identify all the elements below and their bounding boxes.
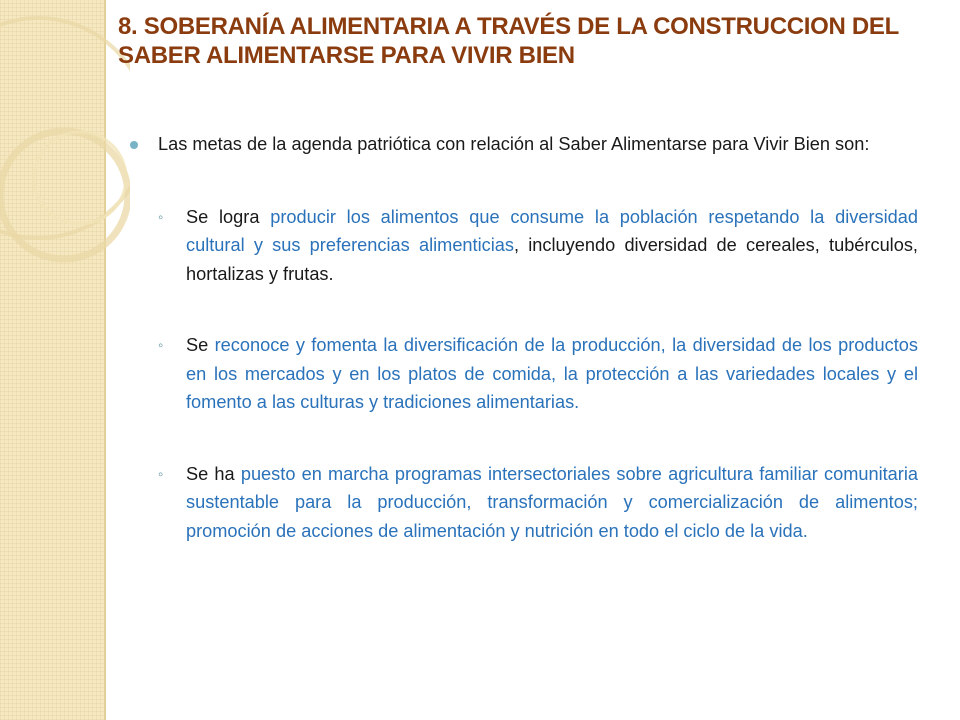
slide-content: [128, 130, 918, 545]
sub-bullet-icon: ◦: [158, 208, 164, 226]
decorative-circles: [0, 0, 130, 720]
slide-title: 8. SOBERANÍA ALIMENTARIA A TRAVÉS DE LA CONSTRUCCION DEL SABER ALIMENTARSE PARA VIVIR BIEN: [118, 13, 899, 69]
sub-bullet-1-tail: , incluyendo diversidad de cereales, tubérculos, hortalizas y frutas.: [186, 235, 918, 284]
sub-bullet-icon: ◦: [158, 337, 164, 354]
sub-bullet-2-highlight: reconoce y fomenta la diversificación de la producción, la diversidad de los productos en los mercados y en los platos de comida, la protección a las variedades locales y el fomento a las culturas y tradiciones alimentarias.: [186, 335, 918, 412]
bullet-icon: [130, 141, 138, 149]
intro-bullet: [128, 130, 918, 159]
sub-bullet-3: [128, 460, 918, 546]
sub-bullet-1-highlight: producir los alimentos que consume la población respetando la diversidad cultural y sus preferencias alimenticias: [186, 206, 918, 255]
sub-bullet-icon: ◦: [158, 465, 164, 483]
sub-bullet-1: [128, 203, 918, 289]
sub-bullet-2-lead: Se: [186, 335, 215, 355]
sub-bullet-1-lead: Se logra: [186, 206, 271, 227]
sub-bullet-3-lead: Se ha: [186, 463, 241, 484]
sub-bullet-2: [128, 331, 918, 417]
intro-text: Las metas de la agenda patriótica con relación al Saber Alimentarse para Vivir Bien son:: [158, 134, 870, 154]
sub-bullet-3-highlight: puesto en marcha programas intersectoriales sobre agricultura familiar comunitaria sustentable para la producción, transformación y comercialización de alimentos; promoción de acciones de alimentación y nutrición en todo el ciclo de la vida.: [186, 463, 918, 541]
